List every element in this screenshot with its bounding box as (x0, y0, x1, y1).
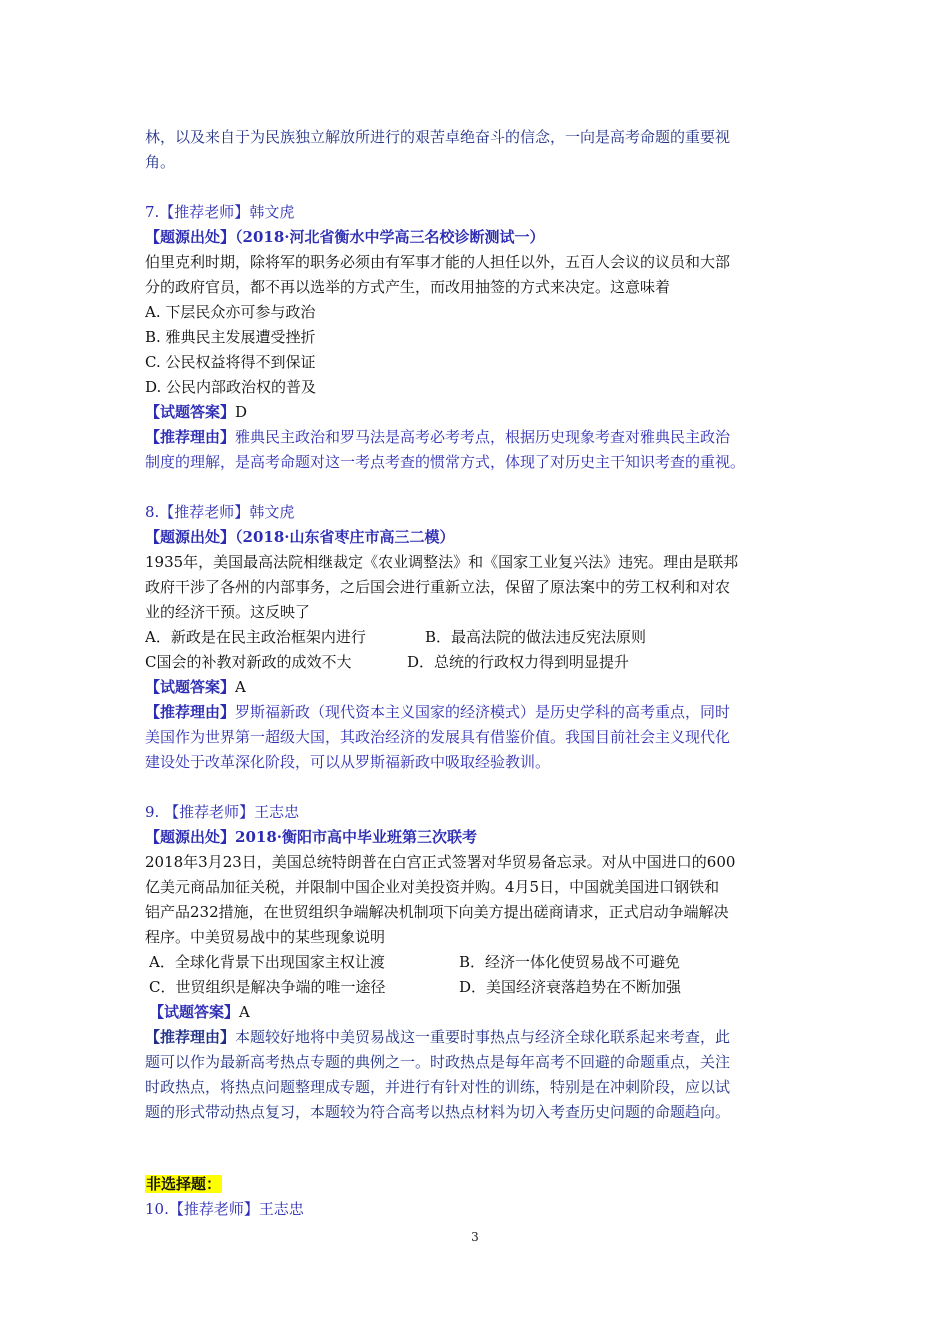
q9-option-d: D．美国经济衰落趋势在不断加强 (459, 978, 682, 996)
q8-stem-1: 1935年，美国最高法院相继裁定《农业调整法》和《国家工业复兴法》违宪。理由是联邦 (145, 553, 739, 571)
q8-teacher-label: 8.【推荐老师】 (145, 503, 250, 521)
q7-stem-1: 伯里克利时期，除将军的职务必须由有军事才能的人担任以外，五百人会议的议员和大部 (145, 253, 731, 271)
q9-source-line (145, 828, 810, 846)
q8-option-a: A．新政是在民主政治框架内进行 (145, 628, 366, 646)
q8-reason-line-1 (145, 703, 810, 721)
q9-reason-label: 【推荐理由】 (145, 1028, 236, 1046)
q7-reason-line-1 (145, 428, 810, 446)
q8-source: （2018·山东省枣庄市高三二模） (235, 528, 455, 546)
q7-option-b: B. 雅典民主发展遭受挫折 (145, 328, 316, 346)
q7-source: （2018·河北省衡水中学高三名校诊断测试一） (235, 228, 545, 246)
q8-answer: A (235, 678, 246, 696)
q9-reason-3: 时政热点，将热点问题整理成专题，并进行有针对性的训练，特别是在冲刺阶段，应以试 (145, 1078, 731, 1096)
q9-stem-2: 亿美元商品加征关税，并限制中国企业对美投资并购。4月5日，中国就美国进口钢铁和 (145, 878, 720, 896)
q9-answer-line (149, 1003, 814, 1021)
q9-answer: A (239, 1003, 250, 1021)
q7-answer: D (235, 403, 248, 421)
q7-option-c: C. 公民权益将得不到保证 (145, 353, 316, 371)
q7-answer-line (145, 403, 810, 421)
q9-options-cd (149, 978, 814, 996)
q9-teacher-name: 王志忠 (254, 803, 300, 821)
q8-answer-line (145, 678, 810, 696)
q7-source-label: 【题源出处】 (145, 228, 236, 246)
q10-teacher-name: 王志忠 (258, 1200, 304, 1218)
q8-reason-2: 美国作为世界第一超级大国，其政治经济的发展具有借鉴价值。我国目前社会主义现代化 (145, 728, 731, 746)
section-title: 非选择题： (146, 1175, 222, 1193)
q10-teacher-line (145, 1200, 810, 1218)
q9-option-c: C．世贸组织是解决争端的唯一途径 (149, 978, 386, 996)
q9-stem-1: 2018年3月23日，美国总统特朗普在白宫正式签署对华贸易备忘录。对从中国进口的600 (145, 853, 736, 871)
q7-reason-label: 【推荐理由】 (145, 428, 236, 446)
q7-teacher-line (145, 203, 810, 221)
q8-answer-label: 【试题答案】 (145, 678, 236, 696)
q8-option-d: D．总统的行政权力得到明显提升 (407, 653, 630, 671)
section-heading (145, 1175, 810, 1193)
q9-option-a: A．全球化背景下出现国家主权让渡 (149, 953, 385, 971)
q8-option-c: C国会的补教对新政的成效不大 (145, 653, 352, 671)
q9-option-b: B．经济一体化使贸易战不可避免 (459, 953, 681, 971)
q8-source-line (145, 528, 810, 546)
q9-options-ab (149, 953, 814, 971)
q7-reason-1: 雅典民主政治和罗马法是高考必考考点，根据历史现象考查对雅典民主政治 (235, 428, 731, 446)
top-line-1: 林，以及来自于为民族独立解放所进行的艰苦卓绝奋斗的信念，一向是高考命题的重要视 (145, 128, 731, 146)
q9-teacher-line (145, 803, 810, 821)
q7-answer-label: 【试题答案】 (145, 403, 236, 421)
q8-reason-label: 【推荐理由】 (145, 703, 236, 721)
q8-options-ab (145, 628, 810, 646)
q8-reason-1: 罗斯福新政（现代资本主义国家的经济模式）是历史学科的高考重点，同时 (235, 703, 731, 721)
q9-stem-3: 铝产品232措施，在世贸组织争端解决机制项下向美方提出磋商请求，正式启动争端解决 (145, 903, 729, 921)
page-number: 3 (471, 1230, 479, 1244)
q9-teacher-label: 9. 【推荐老师】 (145, 803, 255, 821)
q9-reason-4: 题的形式带动热点复习，本题较为符合高考以热点材料为切入考查历史问题的命题趋向。 (145, 1103, 731, 1121)
q9-answer-label: 【试题答案】 (149, 1003, 240, 1021)
q8-stem-3: 业的经济干预。这反映了 (145, 603, 311, 621)
q9-stem-4: 程序。中美贸易战中的某些现象说明 (145, 928, 386, 946)
q8-source-label: 【题源出处】 (145, 528, 236, 546)
q7-source-line (145, 228, 810, 246)
q8-options-cd (145, 653, 810, 671)
q9-reason-line-1 (145, 1028, 810, 1046)
q7-option-a: A. 下层民众亦可参与政治 (145, 303, 316, 321)
q7-teacher-name: 韩文虎 (249, 203, 295, 221)
q8-stem-2: 政府干涉了各州的内部事务，之后国会进行重新立法，保留了原法案中的劳工权利和对农 (145, 578, 731, 596)
q9-reason-2: 题可以作为最新高考热点专题的典例之一。时政热点是每年高考不回避的命题重点，关注 (145, 1053, 731, 1071)
q9-reason-1: 本题较好地将中美贸易战这一重要时事热点与经济全球化联系起来考查，此 (235, 1028, 731, 1046)
q8-teacher-line (145, 503, 810, 521)
q8-teacher-name: 韩文虎 (249, 503, 295, 521)
q7-stem-2: 分的政府官员，都不再以选举的方式产生，而改用抽签的方式来决定。这意味着 (145, 278, 671, 296)
top-line-2: 角。 (145, 153, 176, 171)
q8-reason-3: 建设处于改革深化阶段，可以从罗斯福新政中吸取经验教训。 (145, 753, 551, 771)
q7-reason-2: 制度的理解，是高考命题对这一考点考查的惯常方式，体现了对历史主干知识考查的重视。 (145, 453, 746, 471)
q9-source-label: 【题源出处】 (145, 828, 236, 846)
q8-option-b: B．最高法院的做法违反宪法原则 (425, 628, 647, 646)
q10-teacher-label: 10.【推荐老师】 (145, 1200, 259, 1218)
q7-teacher-label: 7.【推荐老师】 (145, 203, 250, 221)
q9-source: 2018·衡阳市高中毕业班第三次联考 (235, 828, 477, 846)
q7-option-d: D. 公民内部政治权的普及 (145, 378, 317, 396)
